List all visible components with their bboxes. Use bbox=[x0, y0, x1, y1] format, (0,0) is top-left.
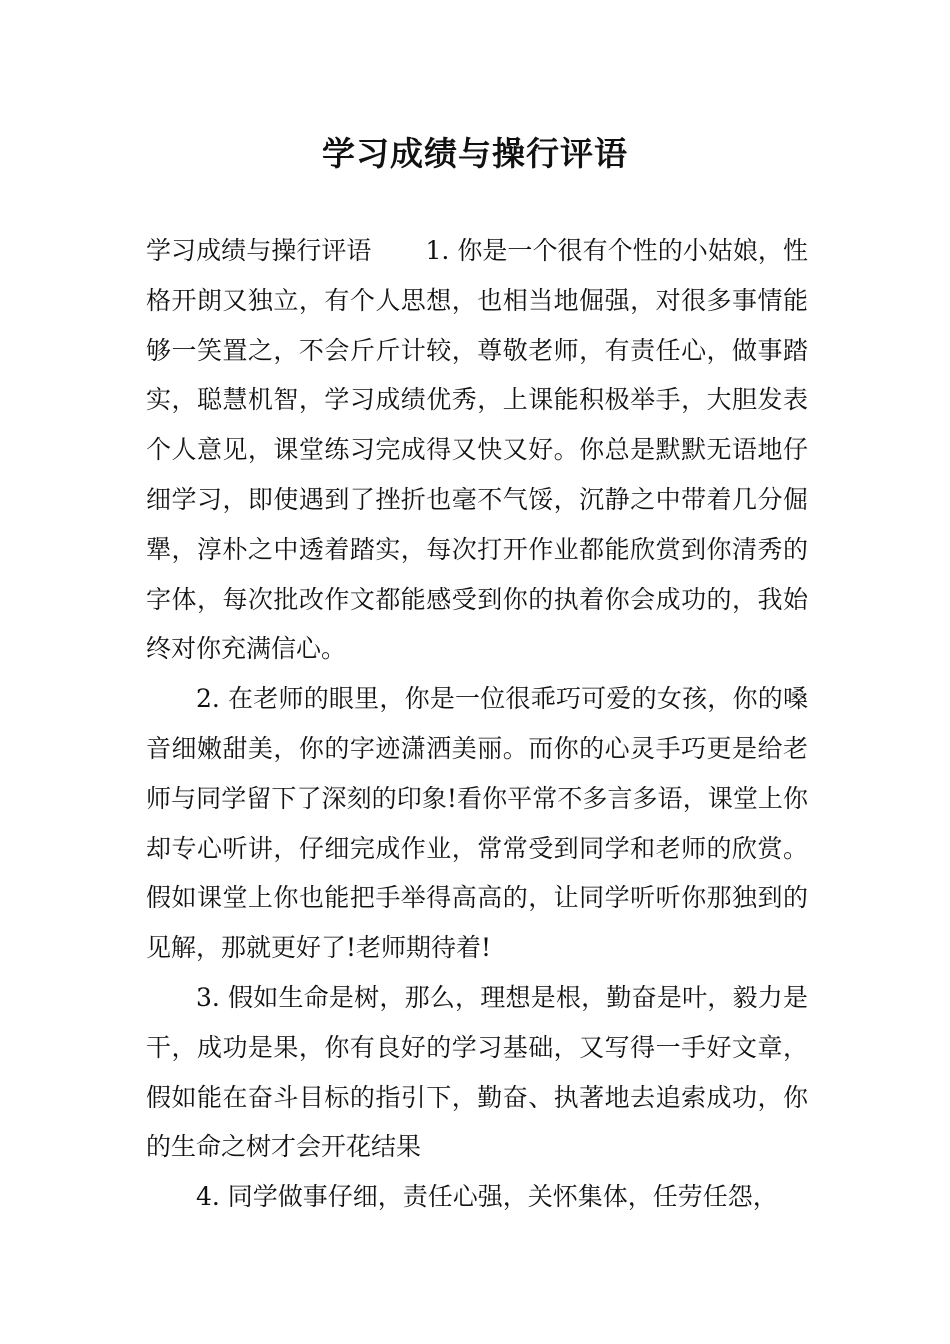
paragraph-3: 3. 假如生命是树，那么，理想是根，勤奋是叶，毅力是干，成功是果，你有良好的学习基础，又写得一手好文章，假如能在奋斗目标的指引下，勤奋、执著地去追索成功，你的生命之树才会开花结果 bbox=[146, 982, 808, 1162]
document-title: 学习成绩与操行评语 bbox=[322, 134, 628, 173]
paragraph-1-text: 1. 你是一个很有个性的小姑娘，性格开朗又独立，有个人思想，也相当地倔强，对很多事情能够一笑置之，不会斤斤计较，尊敬老师，有责任心，做事踏实，聪慧机智，学习成绩优秀，上课能积极举手，大胆发表个人意见，课堂练习完成得又快又好。你总是默默无语地仔细学习，即使遇到了挫折也毫不气馁，沉静之中带着几分倔犟，淳朴之中透着踏实，每次打开作业都能欣赏到你清秀的字体，每次批改作文都能感受到你的执着你会成功的，我始终对你充满信心。 bbox=[146, 236, 808, 664]
paragraph-4: 4. 同学做事仔细，责任心强，关怀集体，任劳任怨， bbox=[196, 1182, 778, 1212]
lead-label: 学习成绩与操行评语 bbox=[146, 236, 372, 265]
paragraph-1 bbox=[146, 226, 808, 674]
paragraph-2: 2. 在老师的眼里，你是一位很乖巧可爱的女孩，你的嗓音细嫩甜美，你的字迹潇洒美丽。而你的心灵手巧更是给老师与同学留下了深刻的印象!看你平常不多言多语，课堂上你却专心听讲，仔细完成作业，常常受到同学和老师的欣赏。假如课堂上你也能把手举得高高的，让同学听听你那独到的见解，那就更好了!老师期待着! bbox=[146, 684, 808, 963]
document-body bbox=[146, 226, 808, 1222]
